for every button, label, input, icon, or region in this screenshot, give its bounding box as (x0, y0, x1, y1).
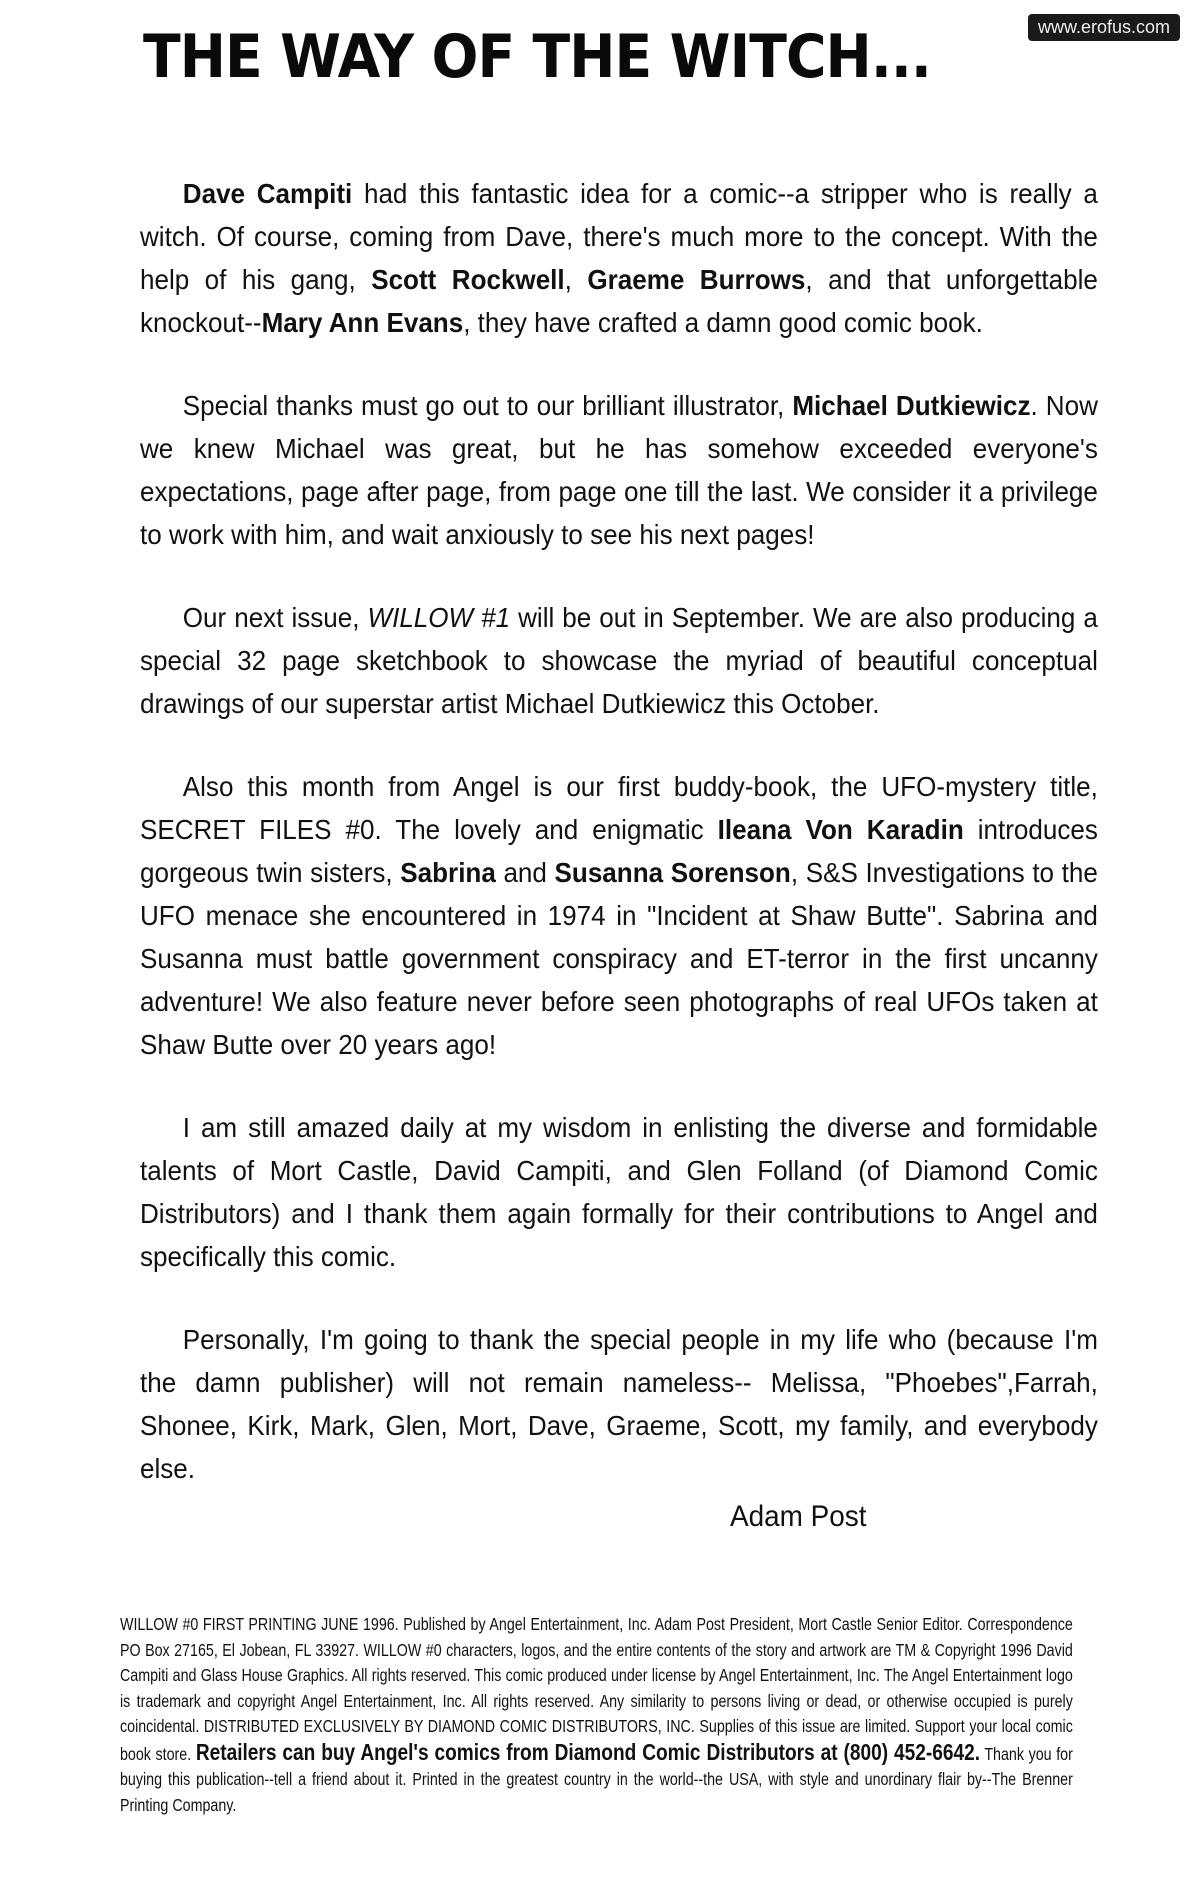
text-segment: Ileana Von Karadin (717, 814, 964, 845)
text-segment: will be out in September. We are also producing a special 32 page sketchbook to showcase the myriad of beautiful conceptual drawings of our superstar artist Michael Dutkiewicz this October. (140, 602, 1098, 719)
text-segment: , (564, 264, 588, 295)
text-segment: I am still amazed daily at my wisdom in enlisting the diverse and formidable talents of Mort Castle, David Campiti, and Glen Folland (of Diamond Comic Distributors) and I thank them again formally for their contributions to Angel and specifically this comic. (140, 1112, 1098, 1272)
letter-body (140, 172, 1098, 1530)
watermark-link[interactable]: www.erofus.com (1028, 14, 1180, 41)
text-segment: , S&S Investigations to the UFO menace she encountered in 1974 in "Incident at Shaw Butte". Sabrina and Susanna must battle government conspiracy and ET-terror in the first uncanny adventure! We also feature never before seen photographs of real UFOs taken at Shaw Butte over 20 years ago! (140, 857, 1098, 1060)
text-segment: . Now we knew Michael was great, but he has somehow exceeded everyone's expectations, page after page, from page one till the last. We consider it a privilege to work with him, and wait anxiously to see his next pages! (140, 390, 1098, 550)
text-segment: Mary Ann Evans (261, 307, 464, 338)
paragraph (140, 596, 1098, 725)
retailer-notice: Retailers can buy Angel's comics from Diamond Comic Distributors at (800) 452-6642. (195, 1738, 981, 1765)
text-segment: Scott Rockwell (371, 264, 565, 295)
text-segment: had this fantastic idea for a comic--a stripper who is really a witch. Of course, coming from Dave, there's much more to the concept. With the help of his gang, (140, 178, 1098, 295)
text-segment: Also this month from Angel is our first buddy-book, the UFO-mystery title, SECRET FILES #0. The lovely and enigmatic (140, 771, 1098, 845)
text-segment: Michael Dutkiewicz (792, 390, 1031, 421)
text-segment: , and that unforgettable knockout-- (140, 264, 1098, 338)
text-segment: Graeme Burrows (587, 264, 806, 295)
text-segment: Sabrina (400, 857, 496, 888)
text-segment: Special thanks must go out to our brilliant illustrator, (182, 390, 793, 421)
text-segment: introduces gorgeous twin sisters, (140, 814, 1098, 888)
page-title: THE WAY OF THE WITCH... (143, 22, 931, 92)
paragraph (140, 1318, 1098, 1490)
paragraph (140, 384, 1098, 556)
paragraph (140, 1106, 1098, 1278)
text-segment: and (495, 857, 555, 888)
legal-text: WILLOW #0 FIRST PRINTING JUNE 1996. Published by Angel Entertainment, Inc. Adam Post President, Mort Castle Senior Editor. Correspondence PO Box 27165, El Jobean, FL 33927. WILLOW #0 characters, logos, and the entire contents of the story and artwork are TM & Copyright 1996 David Campiti and Glass House Graphics. All rights reserved. This comic produced under license by Angel Entertainment, Inc. The Angel Entertainment logo is trademark and copyright Angel Entertainment, Inc. All rights reserved. Any similarity to persons living or dead, or otherwise occupied is purely coincidental. DISTRIBUTED EXCLUSIVELY BY DIAMOND COMIC DISTRIBUTORS, INC. Supplies of this issue are limited. Support your local comic book store. (120, 1614, 1073, 1764)
signature: Adam Post (730, 1500, 867, 1533)
paragraph (140, 765, 1098, 1066)
text-segment: Our next issue, (182, 602, 368, 633)
text-segment: Dave Campiti (182, 178, 353, 209)
legal-text: Thank you for buying this publication--tell a friend about it. Printed in the greatest country in the world--the USA, with style and unordinary flair by--The Brenner Printing Company. (120, 1743, 1073, 1815)
text-segment: WILLOW #1 (367, 602, 511, 633)
legal-notice (120, 1612, 1073, 1818)
text-segment: , they have crafted a damn good comic book. (463, 307, 983, 338)
text-segment: Susanna Sorenson (554, 857, 791, 888)
paragraph (140, 172, 1098, 344)
text-segment: Personally, I'm going to thank the special people in my life who (because I'm the damn publisher) will not remain nameless-- Melissa, "Phoebes",Farrah, Shonee, Kirk, Mark, Glen, Mort, Dave, Graeme, Scott, my family, and everybody else. (140, 1324, 1098, 1484)
